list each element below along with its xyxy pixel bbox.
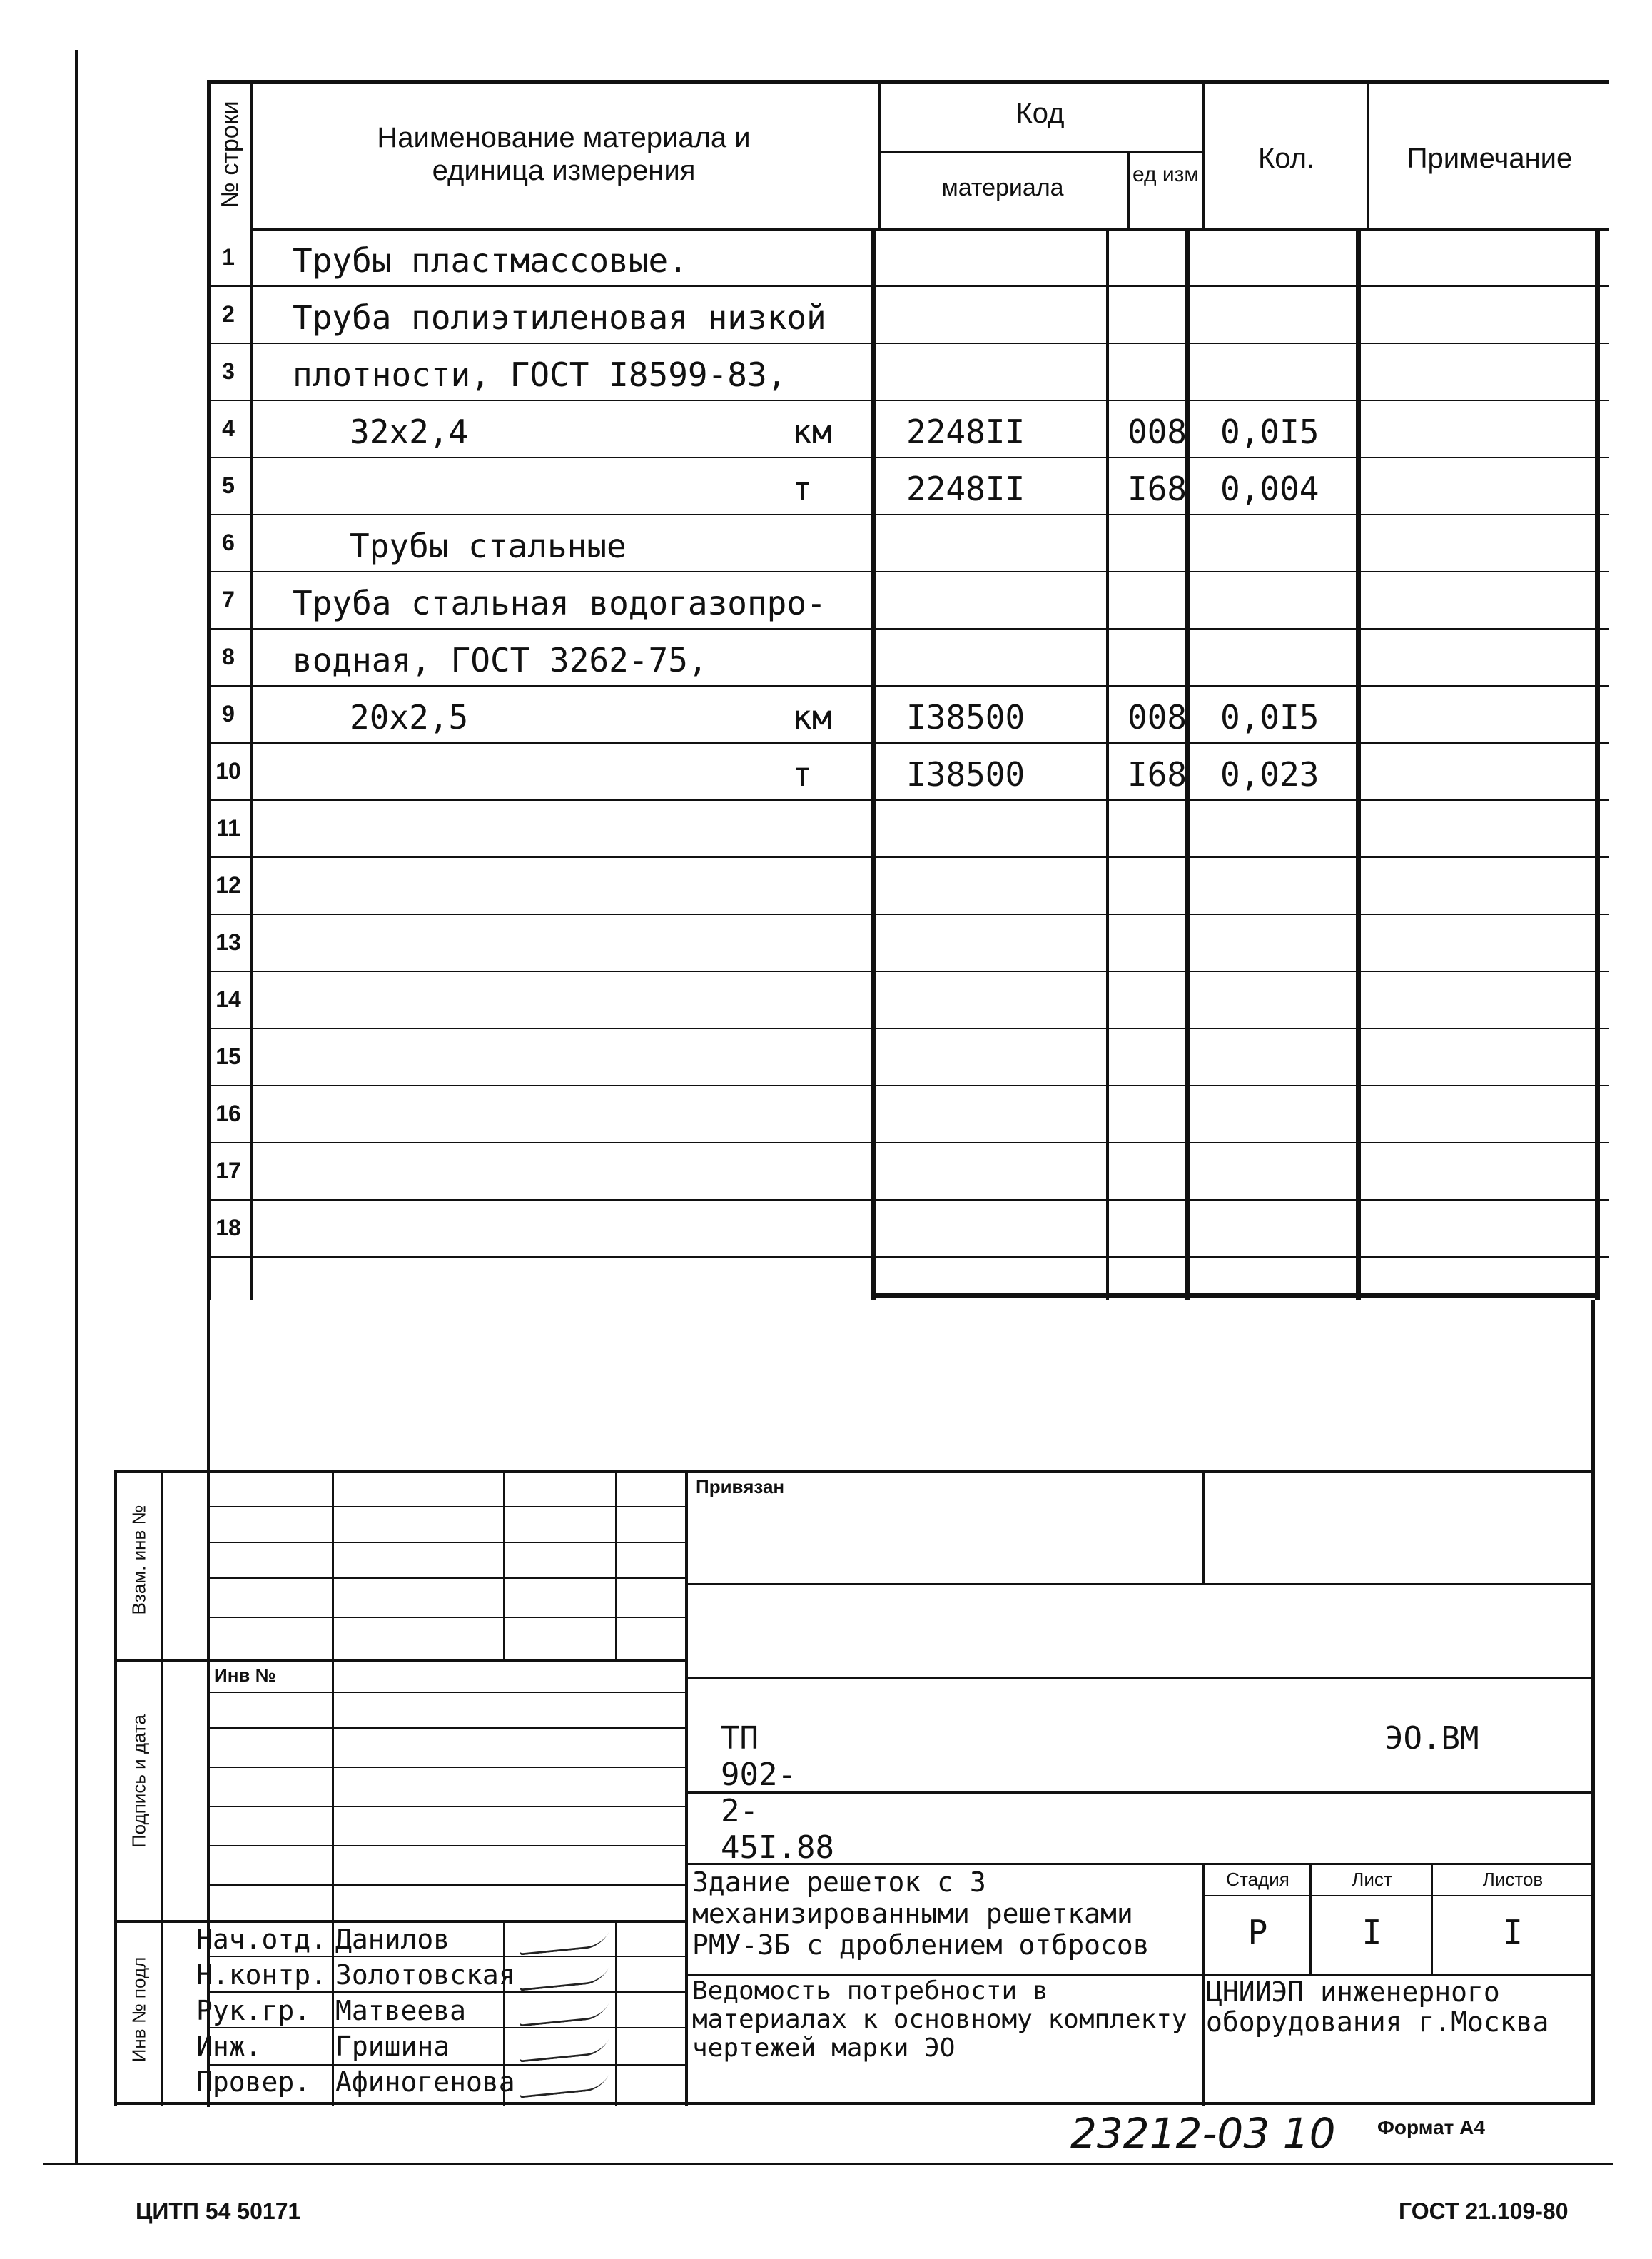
- row-qty: 0,0I5: [1220, 698, 1319, 737]
- row-number: 7: [222, 587, 235, 612]
- sheets-value: I: [1503, 1913, 1523, 1951]
- row-name: 20х2,5: [350, 698, 469, 737]
- format-label: Формат А4: [1377, 2116, 1485, 2138]
- stage-label: Стадия: [1226, 1869, 1289, 1890]
- doc-code: ТП 902- 2-45I.88: [721, 1720, 834, 1866]
- side-label-sign-date: Подпись и дата: [128, 1714, 150, 1849]
- sheets-label: Листов: [1482, 1869, 1544, 1890]
- frame-left-line: [75, 50, 78, 2163]
- row-unit-code: I68: [1127, 470, 1187, 508]
- row-unit: км: [792, 413, 832, 451]
- staff-name: Золотовская: [335, 1959, 515, 1991]
- row-name: водная, ГОСТ 3262-75,: [293, 641, 708, 679]
- row-unit: км: [792, 698, 832, 737]
- row-code: 2248II: [906, 470, 1025, 508]
- attached-label: Привязан: [696, 1476, 785, 1497]
- staff-role: Провер.: [196, 2066, 311, 2098]
- row-qty: 0,0I5: [1220, 413, 1319, 451]
- row-number: 1: [222, 244, 235, 270]
- side-label-inv-orig: Инв № подл: [128, 1956, 150, 2063]
- signature-mark: [519, 1932, 609, 1955]
- header-row-no: № строки: [216, 101, 244, 208]
- spec-table: [207, 80, 1609, 1300]
- row-code: 2248II: [906, 413, 1025, 451]
- header-code: Код: [1015, 98, 1065, 129]
- row-qty: 0,023: [1220, 755, 1319, 794]
- doc-title: Ведомость потребности в материалах к основному комплекту чертежей марки ЭО: [692, 1976, 1187, 2063]
- header-note: Примечание: [1407, 143, 1573, 174]
- staff-name: Гришина: [335, 2031, 450, 2062]
- header-qty: Кол.: [1257, 143, 1315, 174]
- header-code-unit: ед изм: [1132, 163, 1199, 186]
- organization: ЦНИИЭП инженерного оборудования г.Москва: [1206, 1976, 1549, 2038]
- left-stamp: ЦИТП 54 50171: [136, 2198, 301, 2224]
- row-name: Труба стальная водогазопро-: [293, 584, 826, 622]
- header-name: Наименование материала и единица измерения: [377, 122, 751, 186]
- stage-value: Р: [1247, 1913, 1268, 1951]
- frame-bottom-line: [43, 2163, 1613, 2165]
- row-unit-code: 008: [1127, 698, 1187, 737]
- staff-role: Рук.гр.: [196, 1995, 311, 2026]
- row-number: 17: [216, 1158, 241, 1183]
- doc-mark: ЭО.ВМ: [1384, 1720, 1479, 1757]
- sheet-value: I: [1362, 1913, 1382, 1951]
- row-number: 9: [222, 701, 235, 727]
- row-name: Трубы стальные: [350, 527, 627, 565]
- row-unit-code: 008: [1127, 413, 1187, 451]
- signature-mark: [519, 1968, 609, 1991]
- signature-mark: [519, 2003, 609, 2026]
- row-number: 4: [222, 415, 235, 441]
- row-unit-code: I68: [1127, 755, 1187, 794]
- row-number: 8: [222, 644, 235, 669]
- row-code: I38500: [906, 698, 1025, 737]
- row-number: 14: [216, 986, 241, 1012]
- header-code-material: материала: [941, 174, 1064, 201]
- inventory-number: 23212-03 10: [1070, 2109, 1336, 2158]
- row-name: Трубы пластмассовые.: [293, 241, 688, 280]
- row-number: 10: [216, 758, 241, 784]
- inv-label: Инв №: [214, 1664, 276, 1686]
- row-number: 2: [222, 301, 235, 327]
- row-number: 12: [216, 872, 241, 898]
- signature-mark: [519, 2075, 609, 2098]
- signature-mark: [519, 2039, 609, 2062]
- row-number: 3: [222, 358, 235, 384]
- row-name: Труба полиэтиленовая низкой: [293, 298, 826, 337]
- side-label-replaced-inv: Взам. инв №: [128, 1505, 150, 1615]
- row-number: 5: [222, 472, 235, 498]
- right-stamp: ГОСТ 21.109-80: [1399, 2198, 1569, 2224]
- staff-name: Данилов: [335, 1924, 450, 1955]
- row-unit: т: [792, 470, 812, 508]
- row-number: 11: [216, 815, 240, 841]
- row-name: 32х2,4: [350, 413, 469, 451]
- staff-role: Нач.отд.: [196, 1924, 328, 1955]
- row-number: 15: [216, 1043, 241, 1069]
- row-number: 13: [216, 929, 241, 955]
- row-code: I38500: [906, 755, 1025, 794]
- row-number: 18: [216, 1215, 241, 1240]
- row-number: 16: [216, 1101, 241, 1126]
- staff-name: Матвеева: [335, 1995, 467, 2026]
- staff-role: Н.контр.: [196, 1959, 328, 1991]
- row-name: плотности, ГОСТ I8599-83,: [293, 355, 787, 394]
- row-unit: т: [792, 755, 812, 794]
- sheet-label: Лист: [1352, 1869, 1392, 1890]
- staff-name: Афиногенова: [335, 2066, 515, 2098]
- row-qty: 0,004: [1220, 470, 1319, 508]
- row-number: 6: [222, 530, 235, 555]
- object-name: Здание решеток с 3 механизированными решетками РМУ-3Б с дроблением отбросов: [692, 1866, 1150, 1961]
- staff-role: Инж.: [196, 2031, 262, 2062]
